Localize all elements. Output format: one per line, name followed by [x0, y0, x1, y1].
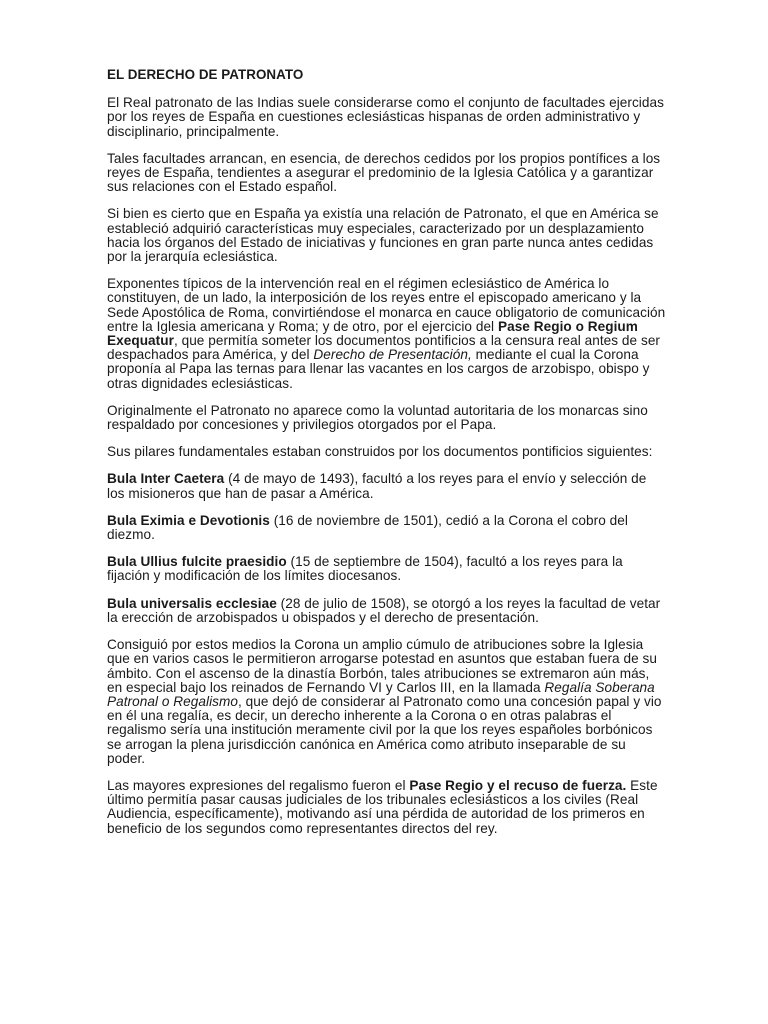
bula-name: Bula universalis ecclesiae	[107, 595, 277, 611]
bula-text: (28 de julio de 1508), se otorgó a los reyes la facultad de vetar la erección de arzobispados u obispados y el derecho de presentación.	[107, 595, 661, 625]
bula-text: (15 de septiembre de 1504), facultó a los reyes para la fijación y modificación de los límites diocesanos.	[107, 554, 623, 584]
bula-item	[107, 472, 667, 500]
italic-term-derecho-presentacion: Derecho de Presentación,	[313, 347, 472, 363]
bula-text: (16 de noviembre de 1501), cedió a la Corona el cobro del diezmo.	[107, 512, 628, 543]
paragraph-america: Si bien es cierto que en España ya existía una relación de Patronato, el que en América se estableció adquirió características muy especiales, caracterizado por un desplazamiento hacia los órganos del Estado de iniciativas y funciones en gran parte nunca antes cedidas por la jerarquía eclesiástica.	[107, 206, 659, 265]
document-title: EL DERECHO DE PATRONATO	[107, 67, 304, 82]
paragraph-text: Consiguió por estos medios la Corona un amplio cúmulo de atribuciones sobre la Iglesia que en varios casos le permitieron arrogarse potestad en asuntos que estaban fuera de su ámbito. Con el ascenso de la dinastía Borbón, tales atribuciones se extremaron aún más, en especial bajo los reinados de Fernando VI y Carlos III, en la llamada	[107, 637, 658, 695]
paragraph-expressions	[107, 779, 667, 836]
paragraph-exponents	[107, 277, 667, 391]
paragraph-origins: Tales facultades arrancan, en esencia, de derechos cedidos por los propios pontífices a los reyes de España, tendientes a asegurar el predominio de la Iglesia Católica y a garantizar sus relaciones con el Estado español.	[107, 150, 661, 195]
bold-term-pase-regio-fuerza: Pase Regio y el recuso de fuerza.	[409, 777, 627, 793]
italic-term-regalia: Regalía Soberana Patronal o Regalismo	[107, 679, 655, 709]
paragraph-text: , que dejó de considerar al Patronato como una concesión papal y vio en él una regalía, es decir, un derecho inherente a la Corona o en otras palabras el regalismo sería una institución meramente civil por la que los reyes españoles borbónicos se arrogan la plena jurisdicción canónica en América como atributo inseparable de su poder.	[107, 693, 662, 766]
bold-term-pase-regio: Pase Regio o Regium Exequatur	[107, 318, 638, 349]
document-page	[107, 68, 667, 849]
bula-text: (4 de mayo de 1493), facultó a los reyes para el envío y selección de los misioneros que han de pasar a América.	[107, 471, 647, 501]
bula-name: Bula Inter Caetera	[107, 471, 225, 487]
bula-item	[107, 597, 667, 625]
bula-item	[107, 514, 667, 542]
bula-item	[107, 555, 667, 583]
paragraph-text: Las mayores expresiones del regalismo fueron el	[107, 777, 410, 793]
paragraph-text: Este último permitía pasar causas judiciales de los tribunales eclesiásticos a los civiles (Real Audiencia, específicamente), motivando así una pérdida de autoridad de los primeros en beneficio de los segundos como representantes directos del rey.	[107, 777, 658, 836]
paragraph-text: mediante el cual la Corona proponía al Papa las ternas para llenar las vacantes en los cargos de arzobispo, obispo y otras dignidades eclesiásticas.	[107, 347, 650, 391]
paragraph-pillars: Sus pilares fundamentales estaban construidos por los documentos pontificios siguientes:	[107, 444, 653, 460]
bula-name: Bula Eximia e Devotionis	[107, 512, 270, 528]
paragraph-intro: El Real patronato de las Indias suele considerarse como el conjunto de facultades ejercidas por los reyes de España en cuestiones eclesiásticas hispanas de orden administrativo y disciplinario, principalmente.	[107, 95, 664, 139]
paragraph-regalism	[107, 638, 667, 766]
paragraph-original: Originalmente el Patronato no aparece como la voluntad autoritaria de los monarcas sino respaldado por concesiones y privilegios otorgados por el Papa.	[107, 402, 648, 433]
paragraph-text: Exponentes típicos de la intervención real en el régimen eclesiástico de América lo constituyen, de un lado, la interposición de los reyes entre el episcopado americano y la Sede Apostólica de Roma, convirtiéndose el monarca en cauce obligatorio de comunicación entre la Iglesia americana y Roma; y de otro, por el ejercicio del	[107, 276, 666, 334]
paragraph-text: , que permitía someter los documentos pontificios a la censura real antes de ser despachados para América, y del	[107, 333, 661, 363]
bula-name: Bula Ullius fulcite praesidio	[107, 554, 287, 570]
